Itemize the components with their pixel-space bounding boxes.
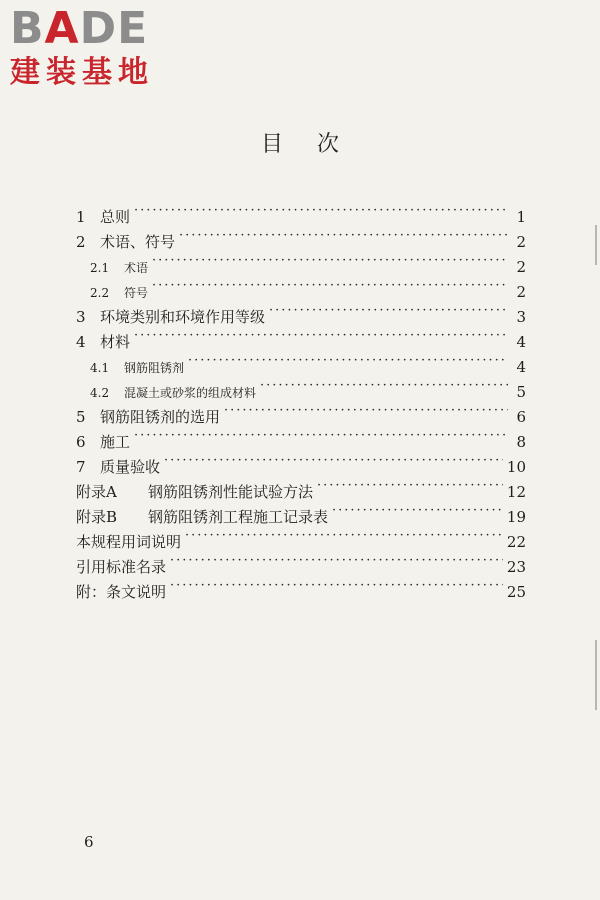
toc-entry-label: 质量验收 bbox=[100, 458, 161, 476]
logo-letters-de: DE bbox=[79, 3, 149, 54]
toc-entry-page: 6 bbox=[516, 408, 526, 426]
toc-leader-dots bbox=[317, 472, 503, 497]
toc-entry-number: 5 bbox=[76, 408, 86, 426]
toc-entry[interactable] bbox=[76, 272, 526, 301]
toc-entry[interactable] bbox=[76, 547, 526, 576]
toc-entry-label: 钢筋阻锈剂 bbox=[124, 361, 185, 375]
toc-entry-number: 4.1 bbox=[90, 361, 110, 375]
toc-entry[interactable] bbox=[76, 322, 526, 351]
toc-entry-page: 4 bbox=[516, 358, 526, 376]
toc-entry-label: 总则 bbox=[100, 208, 131, 226]
toc-entry-number: 6 bbox=[76, 433, 86, 451]
toc-entry-label: 钢筋阻锈剂工程施工记录表 bbox=[148, 508, 329, 526]
toc-entry-number: 附录B bbox=[76, 508, 118, 526]
toc-leader-dots bbox=[134, 422, 508, 447]
toc-entry[interactable] bbox=[76, 247, 526, 276]
toc-leader-dots bbox=[152, 247, 508, 272]
toc-entry[interactable] bbox=[76, 572, 526, 601]
toc-entry-page: 8 bbox=[516, 433, 526, 451]
toc-entry-label: 术语、符号 bbox=[100, 233, 176, 251]
scan-edge-mark bbox=[595, 225, 597, 265]
logo-wordmark bbox=[10, 4, 180, 54]
toc-entry-page: 22 bbox=[506, 533, 526, 551]
toc-leader-dots bbox=[134, 197, 508, 222]
toc-leader-dots bbox=[152, 272, 508, 297]
toc-entry-label: 材料 bbox=[100, 333, 131, 351]
toc-leader-dots bbox=[170, 547, 503, 572]
toc-entry-number: 附录A bbox=[76, 483, 117, 501]
toc-entry-label: 术语 bbox=[124, 261, 149, 275]
toc-entry-page: 25 bbox=[506, 583, 526, 601]
toc-entry[interactable] bbox=[76, 347, 526, 376]
toc-leader-dots bbox=[260, 372, 508, 397]
toc-entry-number: 7 bbox=[76, 458, 86, 476]
toc-entry-label: 符号 bbox=[124, 286, 149, 300]
toc-entry[interactable] bbox=[76, 447, 526, 476]
toc-leader-dots bbox=[185, 522, 503, 547]
toc-entry-page: 19 bbox=[506, 508, 526, 526]
toc-entry[interactable] bbox=[76, 422, 526, 451]
toc-leader-dots bbox=[179, 222, 508, 247]
toc-leader-dots bbox=[332, 497, 503, 522]
toc-entry-page: 5 bbox=[516, 383, 526, 401]
toc-leader-dots bbox=[269, 297, 508, 322]
bade-logo bbox=[10, 4, 180, 96]
toc-entry-page: 2 bbox=[516, 283, 526, 301]
toc-entry[interactable] bbox=[76, 222, 526, 251]
toc-entry-page: 12 bbox=[506, 483, 526, 501]
toc-entry-page: 1 bbox=[516, 208, 526, 226]
toc-entry-page: 2 bbox=[516, 233, 526, 251]
toc-entry-page: 10 bbox=[506, 458, 526, 476]
toc-entry-label: 环境类别和环境作用等级 bbox=[100, 308, 266, 326]
toc-entry[interactable] bbox=[76, 472, 526, 501]
toc-leader-dots bbox=[164, 447, 503, 472]
toc-entry-number: 4 bbox=[76, 333, 86, 351]
page-number: 6 bbox=[84, 833, 94, 851]
toc-entry-label: 钢筋阻锈剂性能试验方法 bbox=[148, 483, 314, 501]
toc-entry-label: 附：条文说明 bbox=[76, 583, 167, 601]
toc-entry-number: 2.2 bbox=[90, 286, 110, 300]
table-of-contents bbox=[76, 197, 526, 601]
toc-leader-dots bbox=[170, 572, 503, 597]
toc-entry[interactable] bbox=[76, 372, 526, 401]
toc-entry-label: 混凝土或砂浆的组成材料 bbox=[124, 386, 257, 400]
logo-letter-b: B bbox=[10, 3, 45, 54]
toc-entry-label: 钢筋阻锈剂的选用 bbox=[100, 408, 221, 426]
toc-entry-label: 本规程用词说明 bbox=[76, 533, 182, 551]
toc-entry-page: 2 bbox=[516, 258, 526, 276]
toc-entry-number: 2.1 bbox=[90, 261, 110, 275]
logo-subtitle: 建装基地 bbox=[10, 55, 154, 90]
toc-entry-page: 3 bbox=[516, 308, 526, 326]
toc-entry-number: 3 bbox=[76, 308, 86, 326]
toc-entry[interactable] bbox=[76, 522, 526, 551]
toc-entry-page: 23 bbox=[506, 558, 526, 576]
toc-entry[interactable] bbox=[76, 197, 526, 226]
toc-entry[interactable] bbox=[76, 497, 526, 526]
scan-edge-mark bbox=[595, 640, 597, 710]
toc-leader-dots bbox=[134, 322, 508, 347]
toc-entry[interactable] bbox=[76, 397, 526, 426]
toc-entry-page: 4 bbox=[516, 333, 526, 351]
toc-leader-dots bbox=[224, 397, 508, 422]
toc-entry-label: 施工 bbox=[100, 433, 131, 451]
toc-entry-number: 1 bbox=[76, 208, 86, 226]
logo-letter-a: A bbox=[44, 3, 80, 54]
toc-entry[interactable] bbox=[76, 297, 526, 326]
toc-entry-number: 4.2 bbox=[90, 386, 110, 400]
toc-entry-number: 2 bbox=[76, 233, 86, 251]
toc-entry-label: 引用标准名录 bbox=[76, 558, 167, 576]
toc-title: 目次 bbox=[260, 132, 373, 157]
toc-leader-dots bbox=[188, 347, 508, 372]
